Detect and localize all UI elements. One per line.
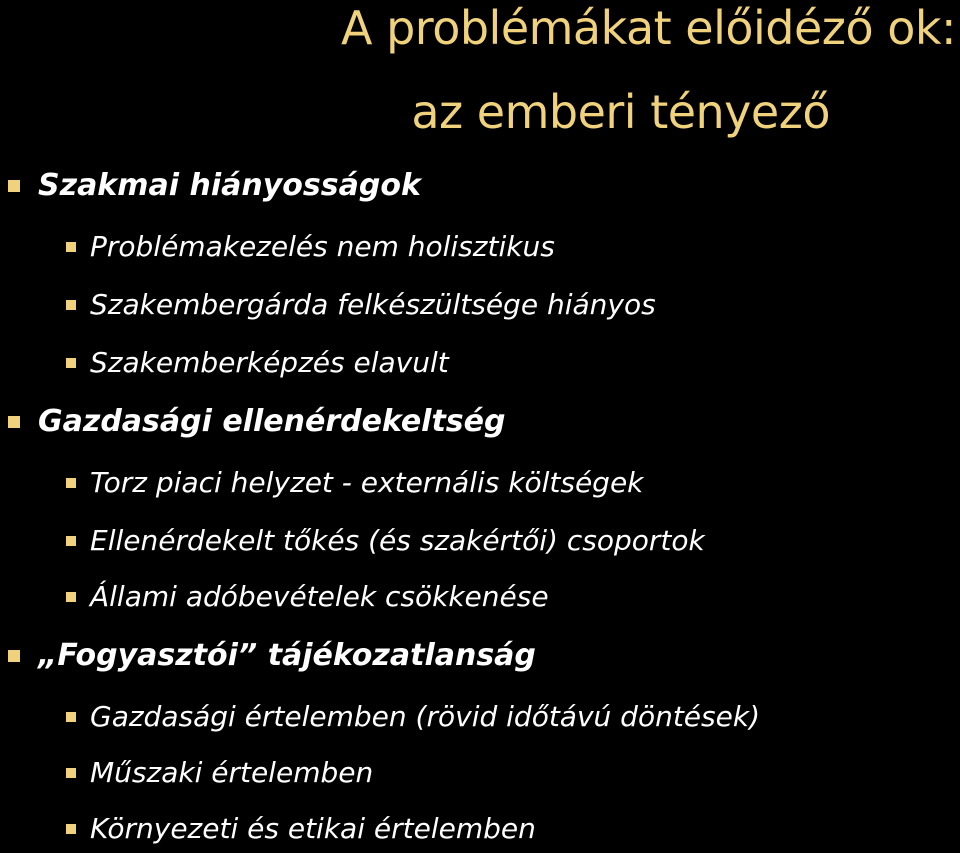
section-heading-fogyasztoi <box>8 638 536 673</box>
square-bullet-icon <box>66 358 76 368</box>
section-heading-label: Gazdasági ellenérdekeltség <box>38 404 506 439</box>
list-item-label: Torz piaci helyzet - externális költségek <box>90 466 644 499</box>
list-item-label: Környezeti és etikai értelemben <box>90 812 536 845</box>
square-bullet-icon <box>66 712 76 722</box>
title-line-1: A problémákat előidéző ok: <box>341 1 956 55</box>
list-item <box>66 580 549 613</box>
square-bullet-icon <box>8 650 20 662</box>
list-item-label: Ellenérdekelt tőkés (és szakértői) csoportok <box>90 524 705 557</box>
list-item <box>66 346 449 379</box>
list-item <box>66 812 536 845</box>
square-bullet-icon <box>8 416 20 428</box>
list-item <box>66 700 760 733</box>
list-item-label: Gazdasági értelemben (rövid időtávú döntések) <box>90 700 760 733</box>
list-item <box>66 230 555 263</box>
slide-title <box>0 0 960 150</box>
list-item <box>66 756 373 789</box>
list-item <box>66 466 643 499</box>
square-bullet-icon <box>66 242 76 252</box>
list-item-label: Szakembergárda felkészültsége hiányos <box>90 288 656 321</box>
list-item-label: Műszaki értelemben <box>90 756 374 789</box>
section-heading-szakmai <box>8 168 421 203</box>
list-item-label: Szakemberképzés elavult <box>90 346 449 379</box>
section-heading-label: „Fogyasztói” tájékozatlanság <box>38 638 536 673</box>
list-item-label: Állami adóbevételek csökkenése <box>90 580 549 613</box>
list-item-label: Problémakezelés nem holisztikus <box>90 230 555 263</box>
square-bullet-icon <box>66 824 76 834</box>
section-heading-label: Szakmai hiányosságok <box>38 168 421 203</box>
square-bullet-icon <box>66 536 76 546</box>
square-bullet-icon <box>66 478 76 488</box>
title-line-2: az emberi tényező <box>411 85 830 139</box>
square-bullet-icon <box>66 768 76 778</box>
square-bullet-icon <box>66 300 76 310</box>
section-heading-gazdasagi <box>8 404 505 439</box>
square-bullet-icon <box>66 592 76 602</box>
list-item <box>66 524 705 557</box>
list-item <box>66 288 656 321</box>
square-bullet-icon <box>8 180 20 192</box>
